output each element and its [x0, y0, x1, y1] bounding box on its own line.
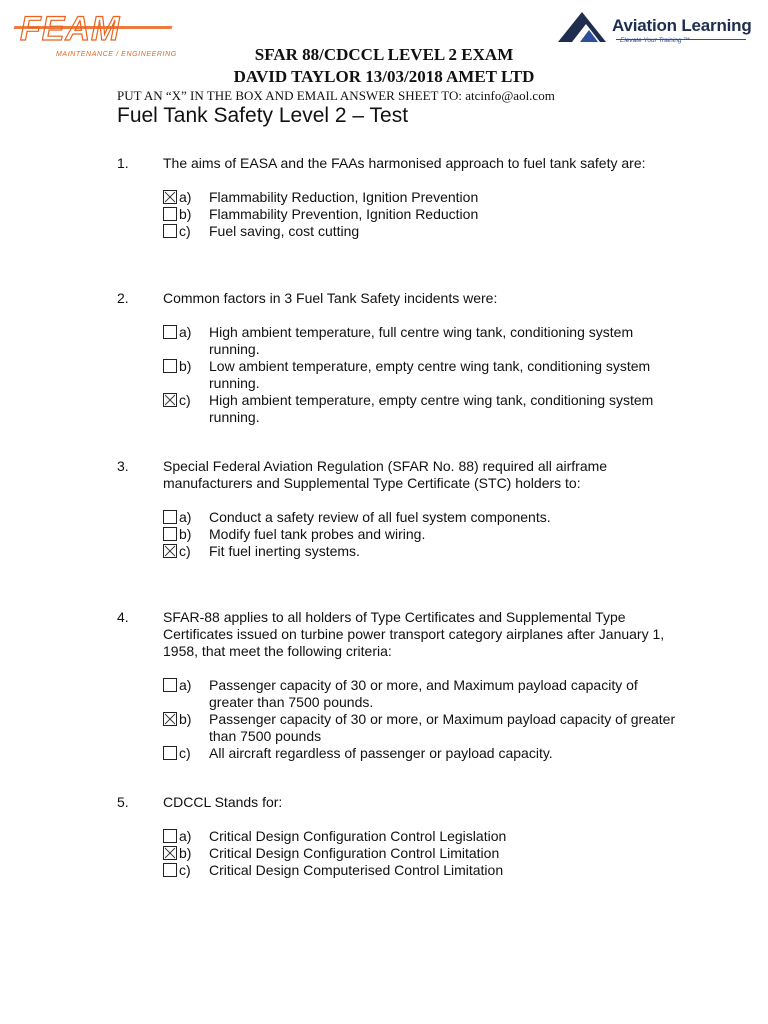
- question-number: 4.: [117, 609, 129, 625]
- checkbox[interactable]: [163, 863, 177, 877]
- question-1: [117, 155, 677, 240]
- question-number: 2.: [117, 290, 129, 306]
- option-text: Conduct a safety review of all fuel system components.: [209, 509, 551, 525]
- question-text: Special Federal Aviation Regulation (SFAR No. 88) required all airframe manufacturers and Supplemental Type Certificate (STC) holders to:: [163, 458, 608, 491]
- question-number: 3.: [117, 458, 129, 474]
- option-text: Passenger capacity of 30 or more, and Maximum payload capacity of greater than 7500 pounds.: [209, 677, 638, 710]
- option-text: Flammability Prevention, Ignition Reduction: [209, 206, 479, 222]
- option-3b[interactable]: b) Modify fuel tank probes and wiring.: [163, 526, 677, 543]
- aviation-learning-slogan: Elevate Your Training ™: [620, 37, 690, 44]
- option-text: Critical Design Computerised Control Limitation: [209, 862, 504, 878]
- aviation-learning-wordmark: Aviation Learning: [612, 16, 752, 35]
- checkmark-x-icon: [164, 545, 176, 557]
- feam-wordmark: FEAM: [20, 10, 121, 48]
- option-2b[interactable]: b) Low ambient temperature, empty centre wing tank, conditioning system running.: [163, 358, 677, 392]
- option-4c[interactable]: c) All aircraft regardless of passenger or payload capacity.: [163, 745, 677, 762]
- exam-heading: SFAR 88/CDCCL LEVEL 2 EXAM: [254, 45, 514, 64]
- checkmark-x-icon: [164, 191, 176, 203]
- checkbox[interactable]: [163, 544, 177, 558]
- option-text: High ambient temperature, full centre wing tank, conditioning system running.: [209, 324, 634, 357]
- option-4b[interactable]: b) Passenger capacity of 30 or more, or Maximum payload capacity of greater than 7500 pounds: [163, 711, 677, 745]
- checkbox[interactable]: [163, 510, 177, 524]
- checkmark-x-icon: [164, 847, 176, 859]
- option-1b[interactable]: b) Flammability Prevention, Ignition Reduction: [163, 206, 677, 223]
- checkbox[interactable]: [163, 846, 177, 860]
- question-number: 1.: [117, 155, 129, 171]
- aviation-learning-logo: [556, 10, 756, 46]
- checkmark-x-icon: [164, 394, 176, 406]
- checkmark-x-icon: [164, 713, 176, 725]
- option-text: Modify fuel tank probes and wiring.: [209, 526, 426, 542]
- question-2: [117, 290, 677, 426]
- question-text: CDCCL Stands for:: [163, 794, 283, 810]
- option-text: Critical Design Configuration Control Legislation: [209, 828, 507, 844]
- email-address[interactable]: atcinfo@aol.com: [465, 88, 555, 103]
- option-5c[interactable]: c) Critical Design Computerised Control Limitation: [163, 862, 677, 879]
- option-4a[interactable]: a) Passenger capacity of 30 or more, and Maximum payload capacity of greater than 7500 pounds.: [163, 677, 677, 711]
- question-text: SFAR-88 applies to all holders of Type Certificates and Supplemental Type Certificates issued on turbine power transport category airplanes after January 1, 1958, that meet the following criteria:: [163, 609, 665, 659]
- checkbox[interactable]: [163, 359, 177, 373]
- question-text: The aims of EASA and the FAAs harmonised approach to fuel tank safety are:: [163, 155, 646, 171]
- candidate-line: DAVID TAYLOR 13/03/2018 AMET LTD: [233, 67, 535, 86]
- checkbox[interactable]: [163, 746, 177, 760]
- page-title: Fuel Tank Safety Level 2 – Test: [117, 104, 409, 127]
- option-text: Flammability Reduction, Ignition Prevention: [209, 189, 479, 205]
- option-2a[interactable]: a) High ambient temperature, full centre wing tank, conditioning system running.: [163, 324, 677, 358]
- instruction-line: [117, 88, 555, 104]
- instruction-text: PUT AN “X” IN THE BOX AND EMAIL ANSWER SHEET TO:: [117, 88, 462, 103]
- question-text: Common factors in 3 Fuel Tank Safety incidents were:: [163, 290, 498, 306]
- mountain-icon: [556, 10, 608, 44]
- checkbox[interactable]: [163, 712, 177, 726]
- checkbox[interactable]: [163, 678, 177, 692]
- option-text: High ambient temperature, empty centre wing tank, conditioning system running.: [209, 392, 654, 425]
- option-text: Passenger capacity of 30 or more, or Maximum payload capacity of greater than 7500 pounds: [209, 711, 676, 744]
- checkbox[interactable]: [163, 207, 177, 221]
- option-5b[interactable]: b) Critical Design Configuration Control Limitation: [163, 845, 677, 862]
- question-5: [117, 794, 677, 879]
- option-1a[interactable]: a) Flammability Reduction, Ignition Prevention: [163, 189, 677, 206]
- checkbox[interactable]: [163, 325, 177, 339]
- question-number: 5.: [117, 794, 129, 810]
- option-5a[interactable]: a) Critical Design Configuration Control Legislation: [163, 828, 677, 845]
- option-3a[interactable]: a) Conduct a safety review of all fuel system components.: [163, 509, 677, 526]
- option-text: Low ambient temperature, empty centre wing tank, conditioning system running.: [209, 358, 651, 391]
- option-text: Critical Design Configuration Control Limitation: [209, 845, 500, 861]
- option-2c[interactable]: c) High ambient temperature, empty centre wing tank, conditioning system running.: [163, 392, 677, 426]
- checkbox[interactable]: [163, 829, 177, 843]
- option-3c[interactable]: c) Fit fuel inerting systems.: [163, 543, 677, 560]
- checkbox[interactable]: [163, 224, 177, 238]
- checkbox[interactable]: [163, 527, 177, 541]
- feam-tagline: MAINTENANCE / ENGINEERING: [56, 51, 177, 58]
- question-3: [117, 458, 677, 560]
- checkbox[interactable]: [163, 190, 177, 204]
- option-1c[interactable]: c) Fuel saving, cost cutting: [163, 223, 677, 240]
- option-text: Fuel saving, cost cutting: [209, 223, 360, 239]
- question-4: [117, 609, 677, 762]
- checkbox[interactable]: [163, 393, 177, 407]
- option-text: All aircraft regardless of passenger or payload capacity.: [209, 745, 553, 761]
- option-text: Fit fuel inerting systems.: [209, 543, 360, 559]
